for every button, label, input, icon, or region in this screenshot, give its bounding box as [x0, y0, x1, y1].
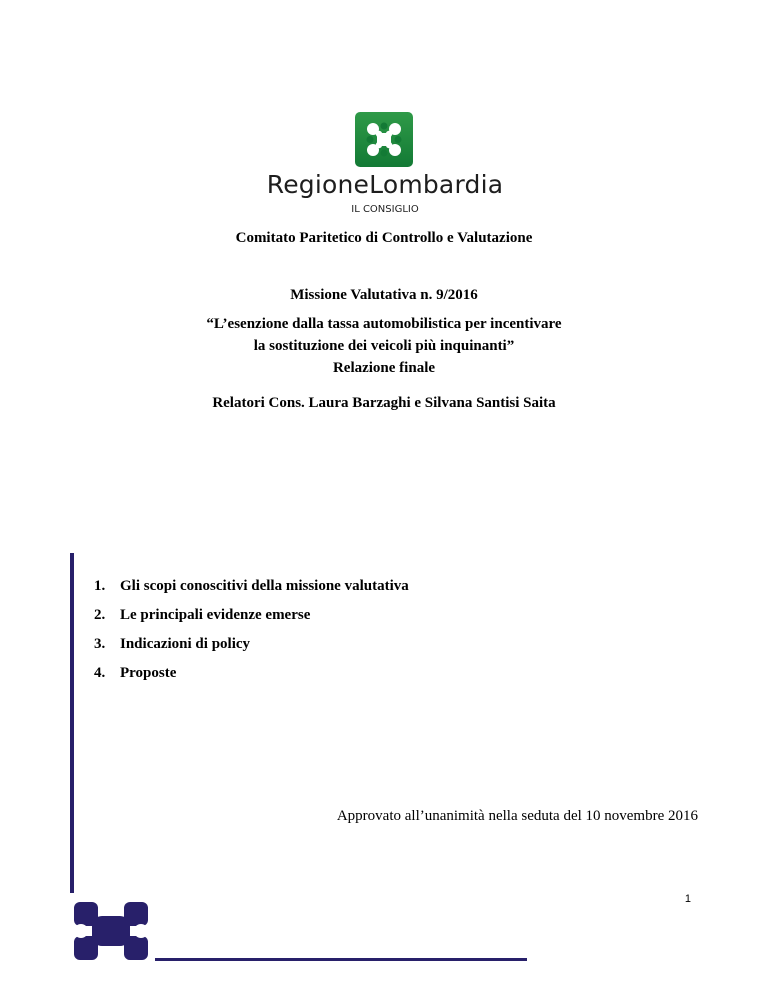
report-type: Relazione finale — [332, 360, 436, 376]
committee-title: Comitato Paritetico di Controllo e Valutazione — [235, 230, 533, 246]
speakers: Relatori Cons. Laura Barzaghi e Silvana Santisi Saita — [212, 395, 556, 411]
toc-item-number: 2. — [94, 607, 106, 623]
toc-item-number: 1. — [94, 578, 106, 594]
approval-note: Approvato all’unanimità nella seduta del 10 novembre 2016 — [336, 808, 698, 824]
toc-item-label: Proposte — [120, 665, 177, 681]
toc-item-number: 3. — [94, 636, 106, 652]
toc-item-label: Gli scopi conoscitivi della missione valutativa — [120, 578, 409, 594]
logo-name: RegioneLombardia — [266, 170, 504, 199]
footer-rule — [155, 958, 527, 961]
toc-item[interactable] — [94, 636, 409, 665]
lombardia-rose-footer-icon — [72, 900, 150, 962]
regione-lombardia-logo — [260, 110, 510, 215]
toc-sidebar-rule — [70, 553, 74, 893]
document-title-line-1: “L’esenzione dalla tassa automobilistica per incentivare — [206, 316, 562, 332]
table-of-contents — [94, 578, 409, 694]
page-number: 1 — [684, 893, 691, 905]
document-title-line-2: la sostituzione dei veicoli più inquinanti” — [253, 338, 515, 354]
toc-item[interactable] — [94, 607, 409, 636]
toc-item[interactable] — [94, 665, 409, 694]
toc-item[interactable] — [94, 578, 409, 607]
toc-item-label: Le principali evidenze emerse — [120, 607, 311, 623]
mission-number: Missione Valutativa n. 9/2016 — [290, 287, 478, 303]
toc-item-label: Indicazioni di policy — [120, 636, 251, 652]
lombardia-rose-icon — [355, 112, 413, 167]
toc-item-number: 4. — [94, 665, 106, 681]
logo-subtitle: IL CONSIGLIO — [351, 204, 419, 215]
